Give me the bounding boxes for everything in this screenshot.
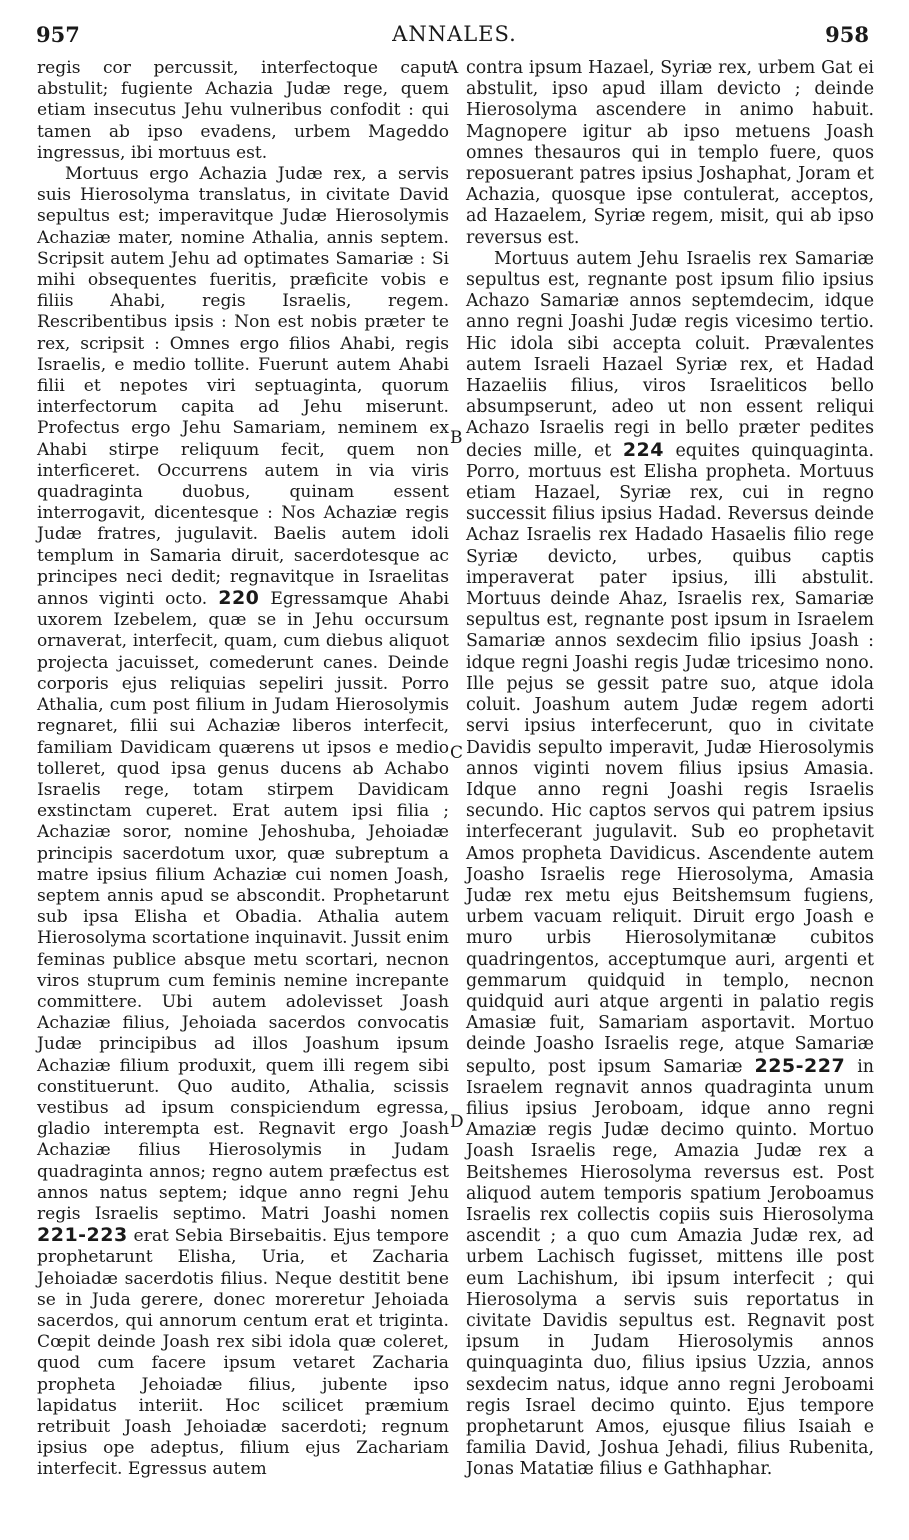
left-text-c: erat Sebia Birsebaitis. Ejus tempore prophetarunt Elisha, Uria, et Zacharia Jehoiadæ sacerdotis filius. Neque destitit bene se in Juda gerere, donec moreretur Jehoiada sacerdos, qui annorum centum erat et triginta. Cœpit deinde Joash rex sibi idola quæ coleret, quod cum facere ipsum vetaret Zacharia propheta Jehoiadæ filius, jubente ipso lapidatus interiit. Hoc scilicet præmium retribuit Joash Jehoiadæ sacerdoti; regnum ipsius ope adeptus, filium ejus Zachariam interfecit. Egressus autem xyxy=(37,1226,450,1480)
right-column xyxy=(466,58,874,1481)
right-text-b: equites quinquaginta. Porro, mortuus est Elisha propheta. Mortuus etiam Hazael, Syriæ rex, cui in regno successit filius ipsius Hadad. Reversus deinde Achaz Israelis rex Hadado Hasaelis filio rege Syriæ devicto, urbes, quibus captis imperaverat pater ipsius, illi abstulit. Mortuus deinde Ahaz, Israelis rex, Samariæ sepultus est, regnante post ipsum in Israelem Samariæ annos sexdecim filio ipsius Joash : idque regni Joashi regis Judæ tricesimo nono. Ille pejus se gessit patre suo, atque idola coluit. Joashum autem Judæ regem adorti servi ipsius interfecerunt, quo in civitate Davidis sepulto imperavit, Judæ Hierosolymis annos viginti novem filius ipsius Amasia. Idque anno regni Joashi regis Israelis secundo. Hic captos servos qui patrem ipsius interfecerant jugulavit. Sub eo prophetavit Amos propheta Davidicus. Ascendente autem Joasho Israelis rege Hierosolyma, Amasia Judæ rex metu ejus Beitshemsum fugiens, urbem vacuam reliquit. Diruit ergo Joash e muro urbis Hierosolymitanæ cubitos quadringentos, acceptumque auri, argenti et gemmarum quidquid in templo, necnon quidquid auri atque argenti in palatio regis Amasiæ fuit, Samariam asportavit. Mortuo deinde Joasho Israelis rege, atque Samariæ sepulto, post ipsum Samariæ xyxy=(466,440,875,1077)
page-header xyxy=(0,22,909,52)
margin-letter-b: B xyxy=(450,428,463,448)
right-paragraph-1: contra ipsum Hazael, Syriæ rex, urbem Gat ei abstulit, ipso apud illam devicto ; deinde Hierosolyma ascendere in animo habuit. Magnopere igitur ab ipso metuens Joash omnes thesauros qui in templo fuere, quos reposuerant patres ipsius Joshaphat, Joram et Achazia, quosque ipse contulerat, acceptos, ad Hazaelem, Syriæ regem, misit, qui ab ipso reversus est. xyxy=(466,58,874,248)
left-text-b: Egressamque Ahabi uxorem Izebelem, quæ se in Jehu occursum ornaverat, interfecit, quam, cum diebus aliquot projecta jacuisset, comederunt canes. Deinde corporis ejus reliquias sepeliri jussit. Porro Athalia, cum post filium in Judam Hierosolymis regnaret, filii sui Achaziæ liberos interfecit, familiam Davidicam quærens ut ipsos e medio tolleret, quod ipsa genus ducens ab Achabo Israelis rege, totam stirpem Davidicam exstinctam cuperet. Erat autem ipsi filia ; Achaziæ soror, nomine Jehoshuba, Jehoiadæ principis sacerdotum uxor, quæ subreptum a matre ipsius filium Achaziæ cui nomen Joash, septem annis apud se abscondit. Prophetarunt sub ipsa Elisha et Obadia. Athalia autem Hierosolyma scortatione inquinavit. Jussit enim feminas publice absque metu scortari, necnon viros stuprum cum feminis nemine increpante committere. Ubi autem adolevisset Joash Achaziæ filius, Jehoiada sacerdos convocatis Judæ principibus ad illos Joashum ipsum Achaziæ filium produxit, quem illi regem sibi constituerunt. Quo audito, Athalia, scissis vestibus ad ipsum conspiciendum egressa, gladio interempta est. Regnavit ergo Joash Achaziæ filius Hierosolymis in Judam quadraginta annos; regno autem præfectus est annos natus septem; idque anno regni Jehu regis Israelis septimo. Matri Joashi nomen xyxy=(37,589,449,1224)
right-text-a: Mortuus autem Jehu Israelis rex Samariæ sepultus est, regnante post ipsum filio ipsius Achazo Samariæ annos septemdecim, idque anno regni Joashi Judæ regis vicesimo tertio. Hic idola sibi accepta coluit. Prævalentes autem Israeli Hazael Syriæ rex, et Hadad Hazaeliis filius, viros Israeliticos bello absumpserunt, adeo ut non essent reliqui Achazo Israelis regi in bello præter pedites decies mille, et xyxy=(466,248,874,461)
reference-number: 221-223 xyxy=(37,1224,128,1247)
margin-letter-d: D xyxy=(450,1112,464,1132)
reference-number: 220 xyxy=(218,587,260,610)
right-paragraph-2 xyxy=(466,249,874,1481)
right-text-c: in Israelem regnavit annos quadraginta unum filius ipsius Jeroboam, idque anno regni Amaziæ regis Judæ decimo quinto. Mortuo Joash Israelis rege, Amazia Judæ rex a Beitshemes Hierosolyma reversus est. Post aliquod autem temporis spatium Jeroboamus Israelis rex collectis copiis suis Hierosolyma ascendit ; a quo cum Amazia Judæ rex, ad urbem Lachisch fugisset, mittens ille post eum Lachishum, ibi ipsum interfecit ; qui Hierosolyma a servis suis reportatus in civitate Davidis sepultus est. Regnavit post ipsum in Judam Hierosolymis annos quinquaginta duo, filius ipsius Uzzia, annos sexdecim natus, idque anno regni Jeroboami regis Israel decimo quinto. Ejus tempore prophetarunt Amos, ejusque filius Isaiah e familia David, Joshua Jehadi, filius Rubenita, Jonas Matatiæ filius e Gathhaphar. xyxy=(466,1056,874,1480)
left-paragraph-1: regis cor percussit, interfectoque caput abstulit; fugiente Achazia Judæ rege, quem etiam insecutus Jehu vulneribus confodit : qui tamen ab ipso evadens, urbem Mageddo ingressus, ibi mortuus est. xyxy=(37,58,449,163)
left-column xyxy=(37,58,449,1481)
page-number-right: 958 xyxy=(825,22,869,47)
margin-letter-a: A xyxy=(446,58,459,78)
reference-number: 225-227 xyxy=(754,1054,846,1077)
left-paragraph-2 xyxy=(37,164,449,1481)
margin-letter-c: C xyxy=(450,743,464,763)
page-number-left: 957 xyxy=(36,22,80,47)
running-title: ANNALES. xyxy=(392,22,517,46)
left-text-a: Mortuus ergo Achazia Judæ rex, a servis suis Hierosolyma translatus, in civitate David sepultus est; imperavitque Judæ Hierosolymis Achaziæ mater, nomine Athalia, annis septem. Scripsit autem Jehu ad optimates Samariæ : Si mihi obsequentes fueritis, præficite vobis e filiis Ahabi, regis Israelis, regem. Rescribentibus ipsis : Non est nobis præter te rex, scripsit : Omnes ergo filios Ahabi, regis Israelis, e medio tollite. Fuerunt autem Ahabi filii et nepotes viri septuaginta, quorum interfectorum capita ad Jehu miserunt. Profectus ergo Jehu Samariam, neminem ex Ahabi stirpe reliquum fecit, quem non interficeret. Occurrens autem in via viris quadraginta duobus, quinam essent interrogavit, dicentesque : Nos Achaziæ regis Judæ fratres, jugulavit. Baelis autem idoli templum in Samaria diruit, sacerdotesque ac principes neci dedit; regnavitque in Israelitas annos viginti octo. xyxy=(37,164,449,610)
reference-number: 224 xyxy=(622,438,664,461)
